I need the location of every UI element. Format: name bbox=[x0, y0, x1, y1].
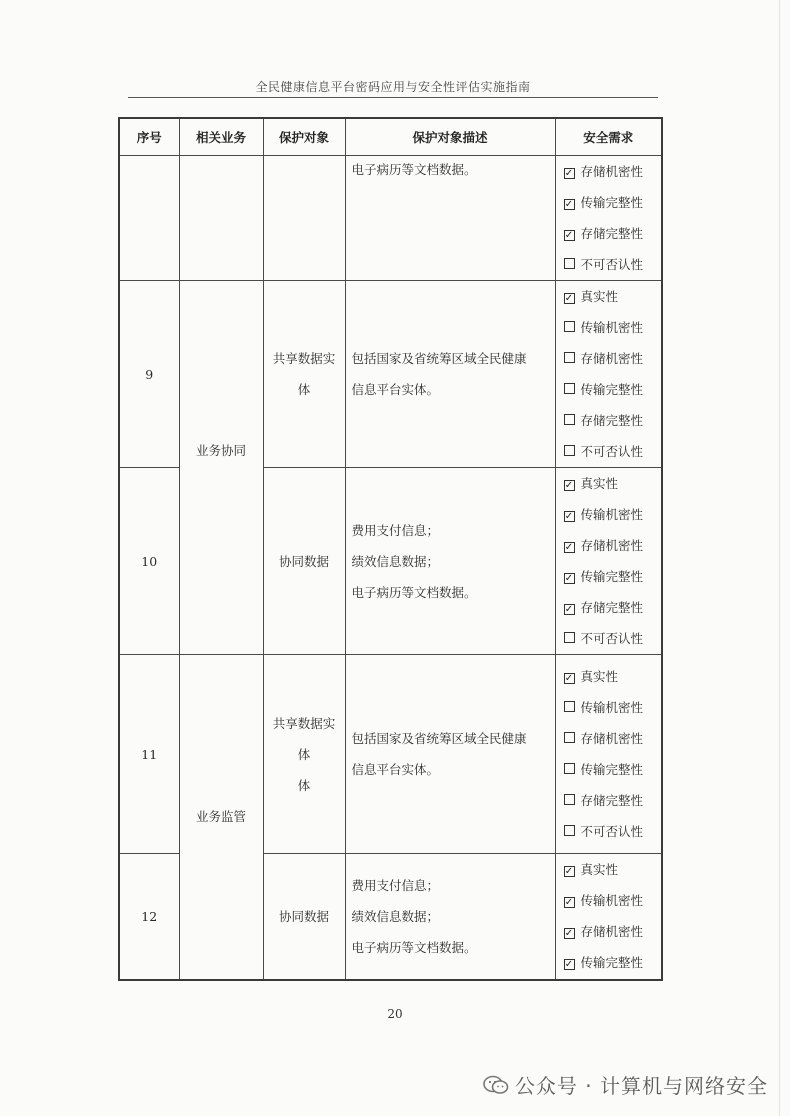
checked-box-icon: ✓ bbox=[564, 673, 574, 684]
unchecked-box-icon bbox=[564, 701, 575, 712]
requirement-item bbox=[564, 754, 662, 785]
requirement-item bbox=[564, 854, 662, 885]
requirements-cell bbox=[555, 281, 662, 468]
unchecked-box-icon bbox=[564, 383, 575, 394]
object-cell: 协同数据 bbox=[263, 854, 345, 980]
requirement-item bbox=[564, 281, 662, 312]
requirement-label: 存储完整性 bbox=[580, 793, 644, 808]
business-cell-supervise bbox=[179, 655, 263, 980]
requirement-label: 真实性 bbox=[580, 669, 619, 684]
requirement-label: 真实性 bbox=[580, 289, 619, 304]
business-cell-collab bbox=[179, 281, 263, 655]
checked-box-icon: ✓ bbox=[564, 542, 574, 553]
description-line: 绩效信息数据； bbox=[351, 908, 440, 924]
checked-box-icon: ✓ bbox=[564, 573, 574, 584]
requirement-label: 传输完整性 bbox=[580, 762, 644, 777]
unchecked-box-icon bbox=[564, 794, 575, 805]
requirement-item bbox=[564, 156, 662, 187]
checked-box-icon: ✓ bbox=[564, 293, 574, 304]
unchecked-box-icon bbox=[564, 825, 575, 836]
requirement-item bbox=[564, 312, 662, 343]
checked-box-icon: ✓ bbox=[564, 604, 574, 615]
description-cell bbox=[345, 854, 555, 980]
description-line: 绩效信息数据； bbox=[351, 553, 440, 569]
requirement-item bbox=[564, 374, 662, 405]
description-line: 信息平台实体。 bbox=[351, 382, 440, 397]
description-line: 电子病历等文档数据。 bbox=[351, 939, 477, 955]
requirement-item bbox=[564, 661, 662, 692]
requirement-item bbox=[564, 561, 662, 592]
checked-box-icon: ✓ bbox=[564, 928, 574, 939]
description-line: 费用支付信息； bbox=[351, 877, 440, 893]
requirement-label: 存储完整性 bbox=[580, 413, 644, 428]
requirement-item bbox=[564, 499, 662, 530]
object-cell bbox=[263, 156, 345, 281]
column-header-description: 保护对象描述 bbox=[345, 118, 555, 156]
description-cell bbox=[345, 468, 555, 655]
requirement-item bbox=[564, 692, 662, 723]
requirement-label: 传输机密性 bbox=[580, 700, 644, 715]
page-edge bbox=[779, 0, 780, 1116]
checked-box-icon: ✓ bbox=[564, 897, 574, 908]
table-header-row bbox=[119, 118, 662, 156]
row-number: 9 bbox=[119, 281, 179, 468]
requirement-item bbox=[564, 218, 662, 249]
requirement-item bbox=[564, 723, 662, 754]
security-requirements-table bbox=[118, 117, 663, 981]
requirement-label: 存储机密性 bbox=[580, 731, 644, 746]
description-cell bbox=[345, 281, 555, 468]
requirement-label: 存储机密性 bbox=[580, 538, 644, 553]
description-line: 费用支付信息； bbox=[351, 522, 440, 538]
requirements-cell bbox=[555, 156, 662, 281]
requirement-label: 真实性 bbox=[580, 862, 619, 877]
column-header-requirements: 安全需求 bbox=[555, 118, 662, 156]
column-header-object: 保护对象 bbox=[263, 118, 345, 156]
description-line: 电子病历等文档数据。 bbox=[351, 584, 477, 600]
description-line: 信息平台实体。 bbox=[351, 762, 440, 777]
unchecked-box-icon bbox=[564, 321, 575, 332]
row-number bbox=[119, 156, 179, 281]
checked-box-icon: ✓ bbox=[564, 511, 574, 522]
unchecked-box-icon bbox=[564, 414, 575, 425]
object-cell: 协同数据 bbox=[263, 468, 345, 655]
checked-box-icon: ✓ bbox=[564, 168, 574, 179]
column-header-no: 序号 bbox=[119, 118, 179, 156]
object-line: 体 bbox=[297, 777, 311, 793]
requirement-label: 存储机密性 bbox=[580, 351, 644, 366]
requirement-label: 传输机密性 bbox=[580, 893, 644, 908]
row-number: 10 bbox=[119, 468, 179, 655]
requirement-label: 传输机密性 bbox=[580, 320, 644, 335]
checked-box-icon: ✓ bbox=[564, 866, 574, 877]
requirement-item bbox=[564, 592, 662, 623]
watermark-text: 公众号 · 计算机与网络安全 bbox=[514, 1074, 768, 1098]
table-row bbox=[119, 156, 662, 281]
description-cell bbox=[345, 655, 555, 854]
requirement-item bbox=[564, 916, 662, 947]
header-rule bbox=[128, 97, 658, 98]
requirement-item bbox=[564, 249, 662, 280]
object-cell bbox=[263, 655, 345, 854]
unchecked-box-icon bbox=[564, 763, 575, 774]
requirement-item bbox=[564, 947, 662, 978]
checked-box-icon: ✓ bbox=[564, 230, 574, 241]
description-line: 电子病历等文档数据。 bbox=[351, 162, 477, 177]
requirements-cell bbox=[555, 854, 662, 980]
business-cell bbox=[179, 156, 263, 281]
requirement-item bbox=[564, 623, 662, 654]
requirement-label: 不可否认性 bbox=[580, 824, 644, 839]
description-line: 包括国家及省统筹区域全民健康 bbox=[351, 351, 527, 366]
requirement-item bbox=[564, 187, 662, 218]
requirement-label: 不可否认性 bbox=[580, 444, 644, 459]
row-number: 11 bbox=[119, 655, 179, 854]
requirement-label: 传输完整性 bbox=[580, 382, 644, 397]
requirement-item bbox=[564, 530, 662, 561]
requirement-label: 传输完整性 bbox=[580, 569, 644, 584]
requirement-label: 传输完整性 bbox=[580, 195, 644, 210]
checked-box-icon: ✓ bbox=[564, 199, 574, 210]
requirement-label: 传输机密性 bbox=[580, 507, 644, 522]
requirement-label: 存储完整性 bbox=[580, 226, 644, 241]
table-row bbox=[119, 281, 662, 468]
business-label: 业务协同 bbox=[195, 443, 246, 458]
row-number: 12 bbox=[119, 854, 179, 980]
requirement-item bbox=[564, 885, 662, 916]
requirement-label: 不可否认性 bbox=[580, 257, 644, 272]
requirement-label: 真实性 bbox=[580, 476, 619, 491]
requirement-item bbox=[564, 468, 662, 499]
wechat-icon bbox=[483, 1075, 509, 1095]
requirement-label: 传输完整性 bbox=[580, 955, 644, 970]
unchecked-box-icon bbox=[564, 352, 575, 363]
requirement-label: 存储机密性 bbox=[580, 164, 644, 179]
description-line: 包括国家及省统筹区域全民健康 bbox=[351, 731, 527, 746]
running-header: 全民健康信息平台密码应用与安全性评估实施指南 bbox=[255, 80, 531, 94]
checked-box-icon: ✓ bbox=[564, 480, 574, 491]
requirement-item bbox=[564, 785, 662, 816]
requirement-label: 存储机密性 bbox=[580, 924, 644, 939]
requirements-cell bbox=[555, 468, 662, 655]
unchecked-box-icon bbox=[564, 732, 575, 743]
requirement-label: 不可否认性 bbox=[580, 631, 644, 646]
object-line: 共享数据实体 bbox=[272, 715, 336, 762]
watermark bbox=[483, 1070, 768, 1099]
requirement-item bbox=[564, 436, 662, 467]
requirement-item bbox=[564, 405, 662, 436]
business-label: 业务监管 bbox=[195, 809, 246, 824]
description-cell bbox=[345, 156, 555, 281]
object-cell bbox=[263, 281, 345, 468]
column-header-business: 相关业务 bbox=[179, 118, 263, 156]
unchecked-box-icon bbox=[564, 445, 575, 456]
page-number: 20 bbox=[387, 1007, 403, 1021]
object-line: 体 bbox=[297, 382, 311, 397]
requirement-item bbox=[564, 816, 662, 847]
requirement-item bbox=[564, 343, 662, 374]
unchecked-box-icon bbox=[564, 258, 575, 269]
object-line: 共享数据实 bbox=[272, 351, 336, 366]
unchecked-box-icon bbox=[564, 632, 575, 643]
table-row bbox=[119, 655, 662, 854]
requirements-cell bbox=[555, 655, 662, 854]
requirement-label: 存储完整性 bbox=[580, 600, 644, 615]
checked-box-icon: ✓ bbox=[564, 959, 574, 970]
